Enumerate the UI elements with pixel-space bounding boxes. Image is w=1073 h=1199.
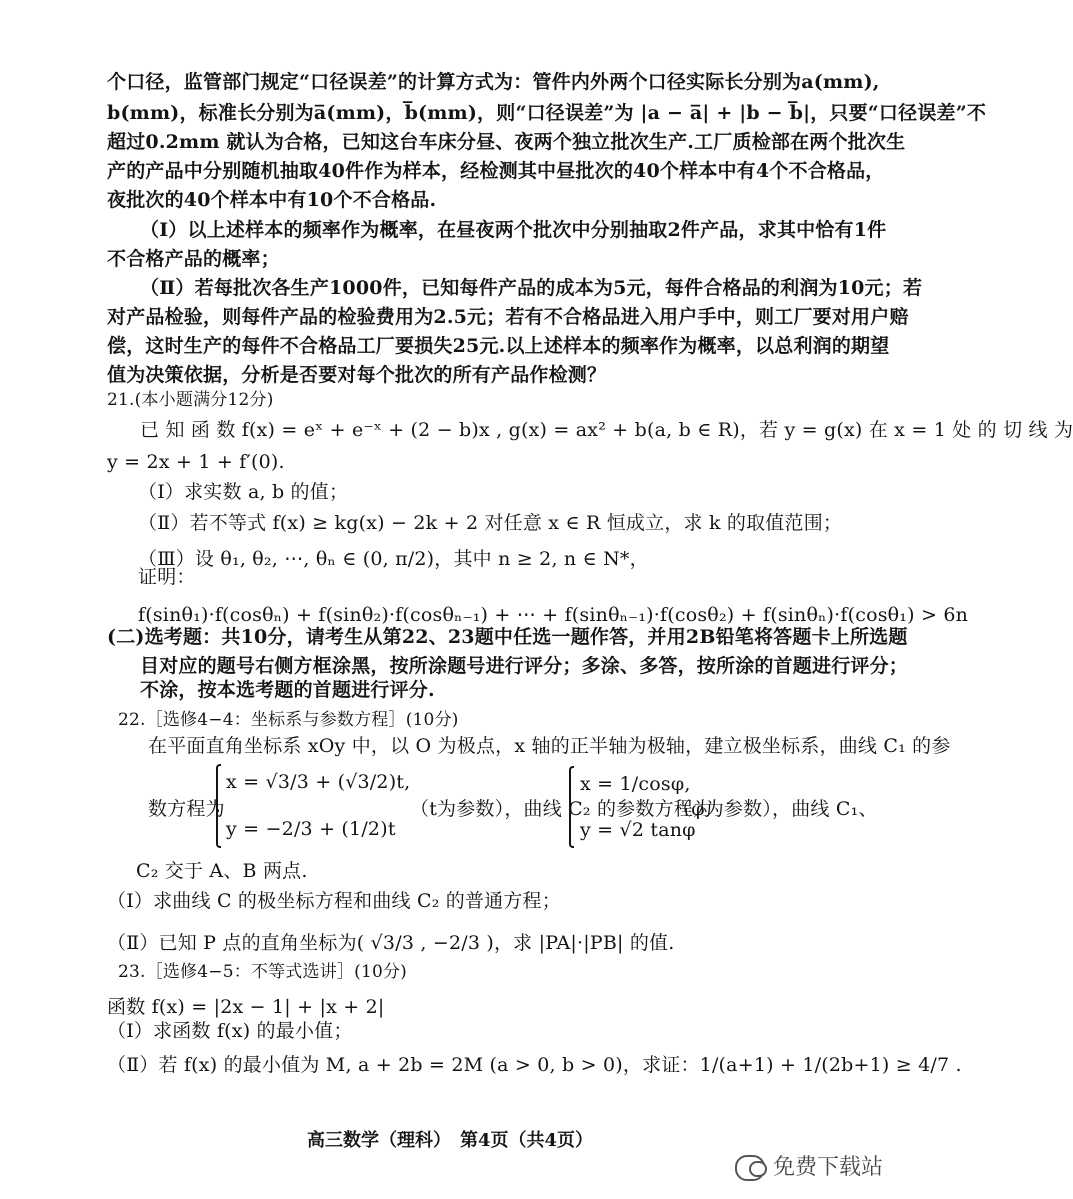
text-line: 偿，这时生产的每件不合格品工厂要损失25元.以上述样本的频率作为概率，以总利润的期望 [107, 335, 890, 357]
equation-c2-y: y = √2 tanφ [580, 819, 696, 841]
equation-c1-y: y = −2/3 + (1/2)t [226, 818, 396, 840]
watermark [735, 1150, 883, 1181]
text-line: （Ⅲ）设 θ₁, θ₂, ⋯, θₙ ∈ (0, π/2)，其中 n ≥ 2, n ∈ N*， [138, 548, 649, 570]
brace-c2 [569, 766, 574, 848]
text-line: (二)选考题：共10分，请考生从第22、23题中任选一题作答，并用2B铅笔将答题卡上所选题 [107, 626, 908, 648]
text-line: 夜批次的40个样本中有10个不合格品. [107, 189, 437, 211]
text-line: 已 知 函 数 f(x) = eˣ + e⁻ˣ + (2 − b)x , g(x) = ax² + b(a, b ∈ R)，若 y = g(x) 在 x = 1 处 的 切 线 为 [140, 419, 1073, 441]
text-line: （Ⅱ）已知 P 点的直角坐标为( √3/3 , −2/3 )，求 |PA|·|PB| 的值. [107, 932, 675, 954]
text-line: 对产品检验，则每件产品的检验费用为2.5元；若有不合格品进入用户手中，则工厂要对用户赔 [107, 306, 909, 328]
text-line: C₂ 交于 A、B 两点. [136, 860, 308, 882]
text-line: 证明： [138, 566, 196, 588]
text-line: （t为参数），曲线 C₂ 的参数方程为 [410, 798, 713, 820]
text-line: 个口径，监管部门规定“口径误差”的计算方式为：管件内外两个口径实际长分别为a(mm), [107, 71, 880, 93]
text-line: 函数 f(x) = |2x − 1| + |x + 2| [107, 996, 385, 1018]
text-line: （Ⅰ）求实数 a, b 的值； [138, 481, 349, 503]
question-23-heading: 23.［选修4−5：不等式选讲］(10分) [118, 962, 408, 982]
text-line: （Ⅰ）求曲线 C 的极坐标方程和曲线 C₂ 的普通方程； [107, 890, 561, 912]
text-line: 在平面直角坐标系 xOy 中，以 O 为极点，x 轴的正半轴为极轴，建立极坐标系，曲线 C₁ 的参 [148, 735, 951, 757]
text-line: 数方程为 [148, 798, 225, 820]
text-line: （φ为参数），曲线 C₁、 [672, 798, 878, 820]
text-line: （Ⅱ）若每批次各生产1000件，已知每件产品的成本为5元，每件合格品的利润为10元；若 [140, 277, 923, 299]
brace-c1 [216, 764, 221, 848]
watermark-text: 免费下载站 [773, 1155, 884, 1180]
formula-line: f(sinθ₁)·f(cosθₙ) + f(sinθ₂)·f(cosθₙ₋₁) + ⋯ + f(sinθₙ₋₁)·f(cosθ₂) + f(sinθₙ)·f(cosθ₁) > 6n [138, 604, 969, 626]
page-footer: 高三数学（理科） 第4页（共4页） [306, 1130, 594, 1151]
text-line: 不合格产品的概率； [107, 248, 280, 270]
equation-c2-x: x = 1/cosφ, [580, 773, 691, 795]
text-line: 产的产品中分别随机抽取40件作为样本，经检测其中昼批次的40个样本中有4个不合格品， [107, 160, 885, 182]
wechat-icon [735, 1155, 765, 1181]
text-line: （Ⅱ）若不等式 f(x) ≥ kg(x) − 2k + 2 对任意 x ∈ R 恒成立，求 k 的取值范围； [138, 512, 843, 534]
text-line: y = 2x + 1 + f′(0). [107, 451, 285, 473]
question-22-heading: 22.［选修4−4：坐标系与参数方程］(10分) [118, 710, 459, 730]
text-line: 不涂，按本选考题的首题进行评分. [140, 679, 435, 701]
text-line: （Ⅰ）求函数 f(x) 的最小值； [107, 1020, 353, 1042]
text-line: 超过0.2mm 就认为合格，已知这台车床分昼、夜两个独立批次生产.工厂质检部在两个批次生 [107, 131, 906, 153]
text-line: 值为决策依据，分析是否要对每个批次的所有产品作检测？ [107, 364, 607, 386]
text-line: 目对应的题号右侧方框涂黑，按所涂题号进行评分；多涂、多答，按所涂的首题进行评分； [140, 655, 909, 677]
text-line: （Ⅱ）若 f(x) 的最小值为 M, a + 2b = 2M (a > 0, b > 0)，求证：1/(a+1) + 1/(2b+1) ≥ 4/7 . [107, 1054, 962, 1076]
text-line: b(mm)，标准长分别为a̅(mm)，b̅(mm)，则“口径误差”为 |a − a̅| + |b − b̅|，只要“口径误差”不 [107, 102, 987, 124]
text-line: （Ⅰ）以上述样本的频率作为概率，在昼夜两个批次中分别抽取2件产品，求其中恰有1件 [140, 219, 887, 241]
question-21-heading: 21.(本小题满分12分) [107, 390, 274, 410]
equation-c1-x: x = √3/3 + (√3/2)t, [226, 771, 411, 793]
